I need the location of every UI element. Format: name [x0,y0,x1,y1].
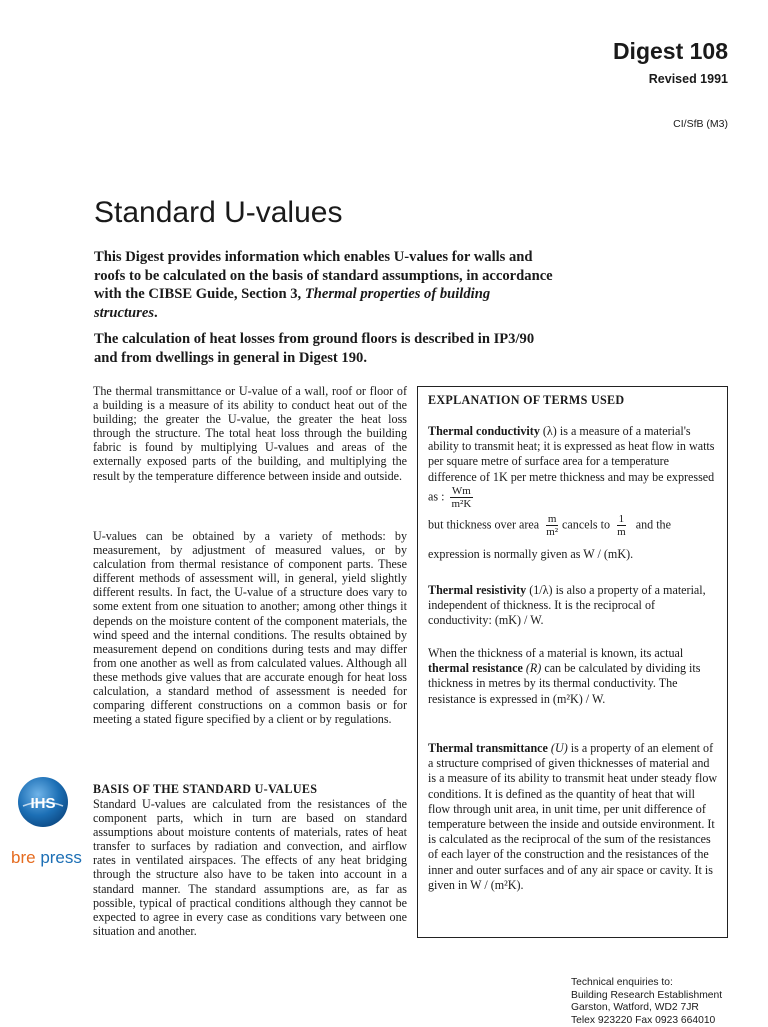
fraction-denominator: m² [546,526,559,538]
transmittance-symbol: (U) [547,741,568,755]
fraction-numerator: m [547,513,557,525]
and-the-text: and the [635,517,671,532]
body-paragraph-2: U-values can be obtained by a variety of methods: by measurement, by adjustment of measured values, or by calculation from thermal resistance of component parts. These different methods of assessment will, in general, yield slightly different results. In fact, the U-value of a structure does vary to some extent from one situation to another; among other things it depends on the moisture content of the component materials, the wind speed and the internal conditions. The results obtained by measurement depend on conditions during tests and may differ from one another as well as from calculated values. Although all these methods give values that are accurate enough for heat loss calculation, a standard method of assessment is needed for comparing different constructions on a common basis or for meeting a stated figure specified by a client or by regulations. [93,529,407,727]
technical-enquiries-footer [571,977,761,1027]
intro-p1-end: . [154,304,158,321]
conductivity-definition [428,424,718,510]
revision-date: Revised 1991 [648,72,728,86]
intro-p1-italic: Thermal properties of building structures [94,286,491,321]
digest-number: Digest 108 [612,38,728,64]
fraction-denominator: m [617,526,626,538]
transmittance-text: is a property of an element of a structure comprised of given thicknesses of material and is a measure of its ability to transmit heat under steady flow conditions. It is defined as the quantity of heat that will flow through unit area, in unit time, per unit difference of temperature between the inside and outside environment. It is calculated as the reciprocal of the sum of the resistances of each layer of the construction and the resistances of the inner and outer surfaces and of any air space or cavity. It is given in W / (m²K). [428,741,718,892]
fraction-denominator: m²K [451,497,472,510]
page-title: Standard U-values [94,196,343,229]
section-heading: BASIS OF THE STANDARD U-VALUES [93,782,318,796]
resistivity-definition [428,583,718,629]
bre-logo-text: bre [11,848,36,867]
conductivity-term: Thermal conductivity [428,424,540,438]
press-logo-text: press [40,848,82,867]
footer-line: Building Research Establishment [571,989,723,1001]
resistance-definition [428,646,718,707]
fraction-m-m2 [544,513,560,538]
body-paragraph-3: Standard U-values are calculated from the resistances of the component parts, which in turn are based on standard assumptions about moisture contents of materials, rates of heat transfer to surfaces by radiation and convection, and airflow rates in ventilated airspaces. The effects of any heat bridging through the structure also have to be taken into account in a standard manner. The standard assumptions are, as far as possible, typical of practical conditions although they cannot be expected to agree in every case as conditions vary between one situation and another. [93,797,407,938]
fraction-wm-m2k [450,485,474,510]
resistivity-term: Thermal resistivity [428,583,527,597]
transmittance-definition [428,741,718,893]
resistance-text: can be calculated by dividing its thickness in metres by its thermal conductivity. The resistance is expressed in (m²K) / W. [428,661,701,706]
bre-press-logo [11,848,82,868]
footer-line: Garston, Watford, WD2 7JR [571,1002,699,1014]
terms-box-heading: EXPLANATION OF TERMS USED [428,393,625,407]
footer-line: Telex 923220 Fax 0923 664010 [571,1014,716,1026]
intro-paragraph-1 [94,248,554,322]
resistance-pre: When the thickness of a material is known, its actual [428,646,684,660]
cancels-text: cancels to [562,517,611,532]
body-paragraph-1: The thermal transmittance or U-value of a wall, roof or floor of a building is a measure of its ability to conduct heat out of the building; the greater the U-value, the greater the heat loss through the structure. The total heat loss through the building fabric is found by multiplying U-values and areas of the externally exposed parts of the building, and multiplying the result by the temperature difference between inside and outside. [93,384,407,483]
ihs-logo-text: IHS [30,795,56,812]
classification-code: CI/SfB (M3) [673,118,728,130]
conductivity-text: is a measure of a material's ability to transmit heat; it is expressed as heat flow in watts per square metre of surface area for a temperature difference of 1K per metre thickness and may be expressed as : [428,424,715,504]
expression-line: expression is normally given as W / (mK). [428,547,634,561]
ihs-logo [17,776,69,828]
thickness-line [428,513,718,538]
fraction-numerator: Wm [451,484,471,497]
resistance-term: thermal resistance [428,661,523,676]
transmittance-term: Thermal transmittance [428,741,548,755]
fraction-1-m [615,513,628,538]
resistance-symbol: (R) [522,661,542,676]
footer-line: Technical enquiries to: [571,977,673,988]
resistivity-text: (1/λ) is also a property of a material, independent of thickness. It is the reciprocal of conductivity: (mK) / W. [428,583,706,628]
intro-paragraph-2: The calculation of heat losses from ground floors is described in IP3/90 and from dwellings in general in Digest 190. [94,331,535,366]
intro-p1-start: This Digest provides information which enables U-values for walls and roofs to be calculated on the basis of standard assumptions, in accordance with the CIBSE Guide, Section 3, [94,249,553,302]
conductivity-symbol: (λ) [539,424,557,438]
thickness-text: but thickness over area [428,517,540,532]
fraction-numerator: 1 [618,513,625,525]
